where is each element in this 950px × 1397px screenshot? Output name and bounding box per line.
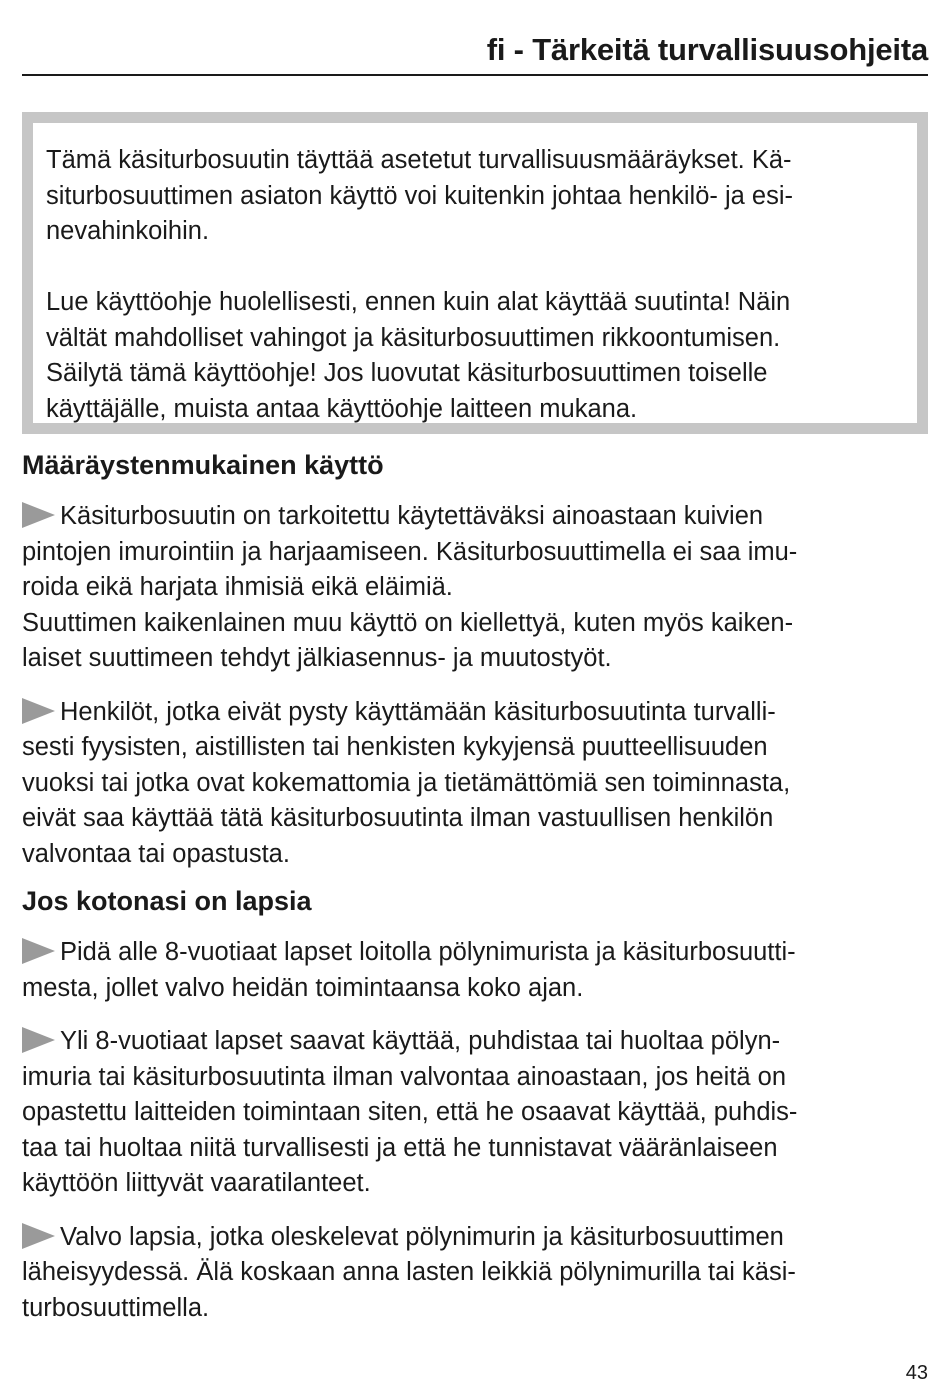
page-header <box>22 22 928 76</box>
warning-line: siturbosuuttimen asiaton käyttö voi kuitenkin johtaa henkilö- ja esi- <box>46 181 793 210</box>
item-line: opastettu laitteiden toimintaan siten, että he osaavat käyttää, puhdis- <box>22 1098 798 1126</box>
safety-item <box>22 1024 932 1202</box>
section-heading-children: Jos kotonasi on lapsia <box>22 886 312 916</box>
item-line: pintojen imurointiin ja harjaamiseen. Käsiturbosuuttimella ei saa imu- <box>22 537 798 566</box>
page-number: 43 <box>905 1362 928 1384</box>
item-line: Valvo lapsia, jotka oleskelevat pölynimurin ja käsiturbosuuttimen <box>60 1222 784 1251</box>
warning-line: Tämä käsiturbosuutin täyttää asetetut turvallisuusmääräykset. Kä- <box>46 146 792 174</box>
item-line: turbosuuttimella. <box>22 1293 210 1322</box>
safety-item <box>22 695 932 873</box>
warning-paragraph-2 <box>46 285 905 427</box>
warning-line: Lue käyttöohje huolellisesti, ennen kuin alat käyttää suutinta! Näin <box>46 288 791 316</box>
item-line: käyttöön liittyvät vaaratilanteet. <box>22 1169 371 1197</box>
warning-line: käyttäjälle, muista antaa käyttöohje laitteen mukana. <box>46 394 638 423</box>
warning-line: vältät mahdolliset vahingot ja käsiturbosuuttimen rikkoontumisen. <box>46 323 781 352</box>
item-line: Suuttimen kaikenlainen muu käyttö on kiellettyä, kuten myös kaiken- <box>22 608 794 637</box>
safety-item <box>22 1220 932 1327</box>
item-line: sesti fyysisten, aistillisten tai henkisten kykyjensä puutteellisuuden <box>22 733 768 761</box>
safety-item <box>22 935 932 1006</box>
triangle-arrow-icon <box>22 938 55 964</box>
triangle-arrow-icon <box>22 1027 55 1053</box>
triangle-arrow-icon <box>22 502 55 528</box>
triangle-arrow-icon <box>22 698 55 724</box>
item-line: laiset suuttimeen tehdyt jälkiasennus- ja muutostyöt. <box>22 644 612 672</box>
warning-line: nevahinkoihin. <box>46 217 210 245</box>
warning-paragraph-1 <box>46 143 905 250</box>
warning-line: Säilytä tämä käyttöohje! Jos luovutat käsiturbosuuttimen toiselle <box>46 359 768 387</box>
item-line: läheisyydessä. Älä koskaan anna lasten leikkiä pölynimurilla tai käsi- <box>22 1258 796 1286</box>
warning-box <box>22 112 928 434</box>
item-line: valvontaa tai opastusta. <box>22 839 290 868</box>
item-line: imuria tai käsiturbosuutinta ilman valvontaa ainoastaan, jos heitä on <box>22 1062 787 1091</box>
item-line: eivät saa käyttää tätä käsiturbosuutinta ilman vastuullisen henkilön <box>22 804 774 832</box>
item-line: Käsiturbosuutin on tarkoitettu käytettäväksi ainoastaan kuivien <box>60 502 764 530</box>
safety-item <box>22 499 932 677</box>
triangle-arrow-icon <box>22 1223 55 1249</box>
item-line: roida eikä harjata ihmisiä eikä eläimiä. <box>22 573 453 601</box>
main-content <box>22 446 932 1326</box>
item-line: Pidä alle 8-vuotiaat lapset loitolla pölynimurista ja käsiturbosuutti- <box>60 938 796 966</box>
section-heading-intended-use: Määräystenmukainen käyttö <box>22 450 384 480</box>
item-line: Henkilöt, jotka eivät pysty käyttämään käsiturbosuutinta turvalli- <box>60 697 776 726</box>
page-title: fi - Tärkeitä turvallisuusohjeita <box>486 32 928 67</box>
item-line: vuoksi tai jotka ovat kokemattomia ja tietämättömiä sen toiminnasta, <box>22 768 791 797</box>
item-line: taa tai huoltaa niitä turvallisesti ja että he tunnistavat vääränlaiseen <box>22 1133 778 1162</box>
item-line: mesta, jollet valvo heidän toimintaansa koko ajan. <box>22 973 584 1002</box>
item-line: Yli 8-vuotiaat lapset saavat käyttää, puhdistaa tai huoltaa pölyn- <box>60 1027 781 1055</box>
